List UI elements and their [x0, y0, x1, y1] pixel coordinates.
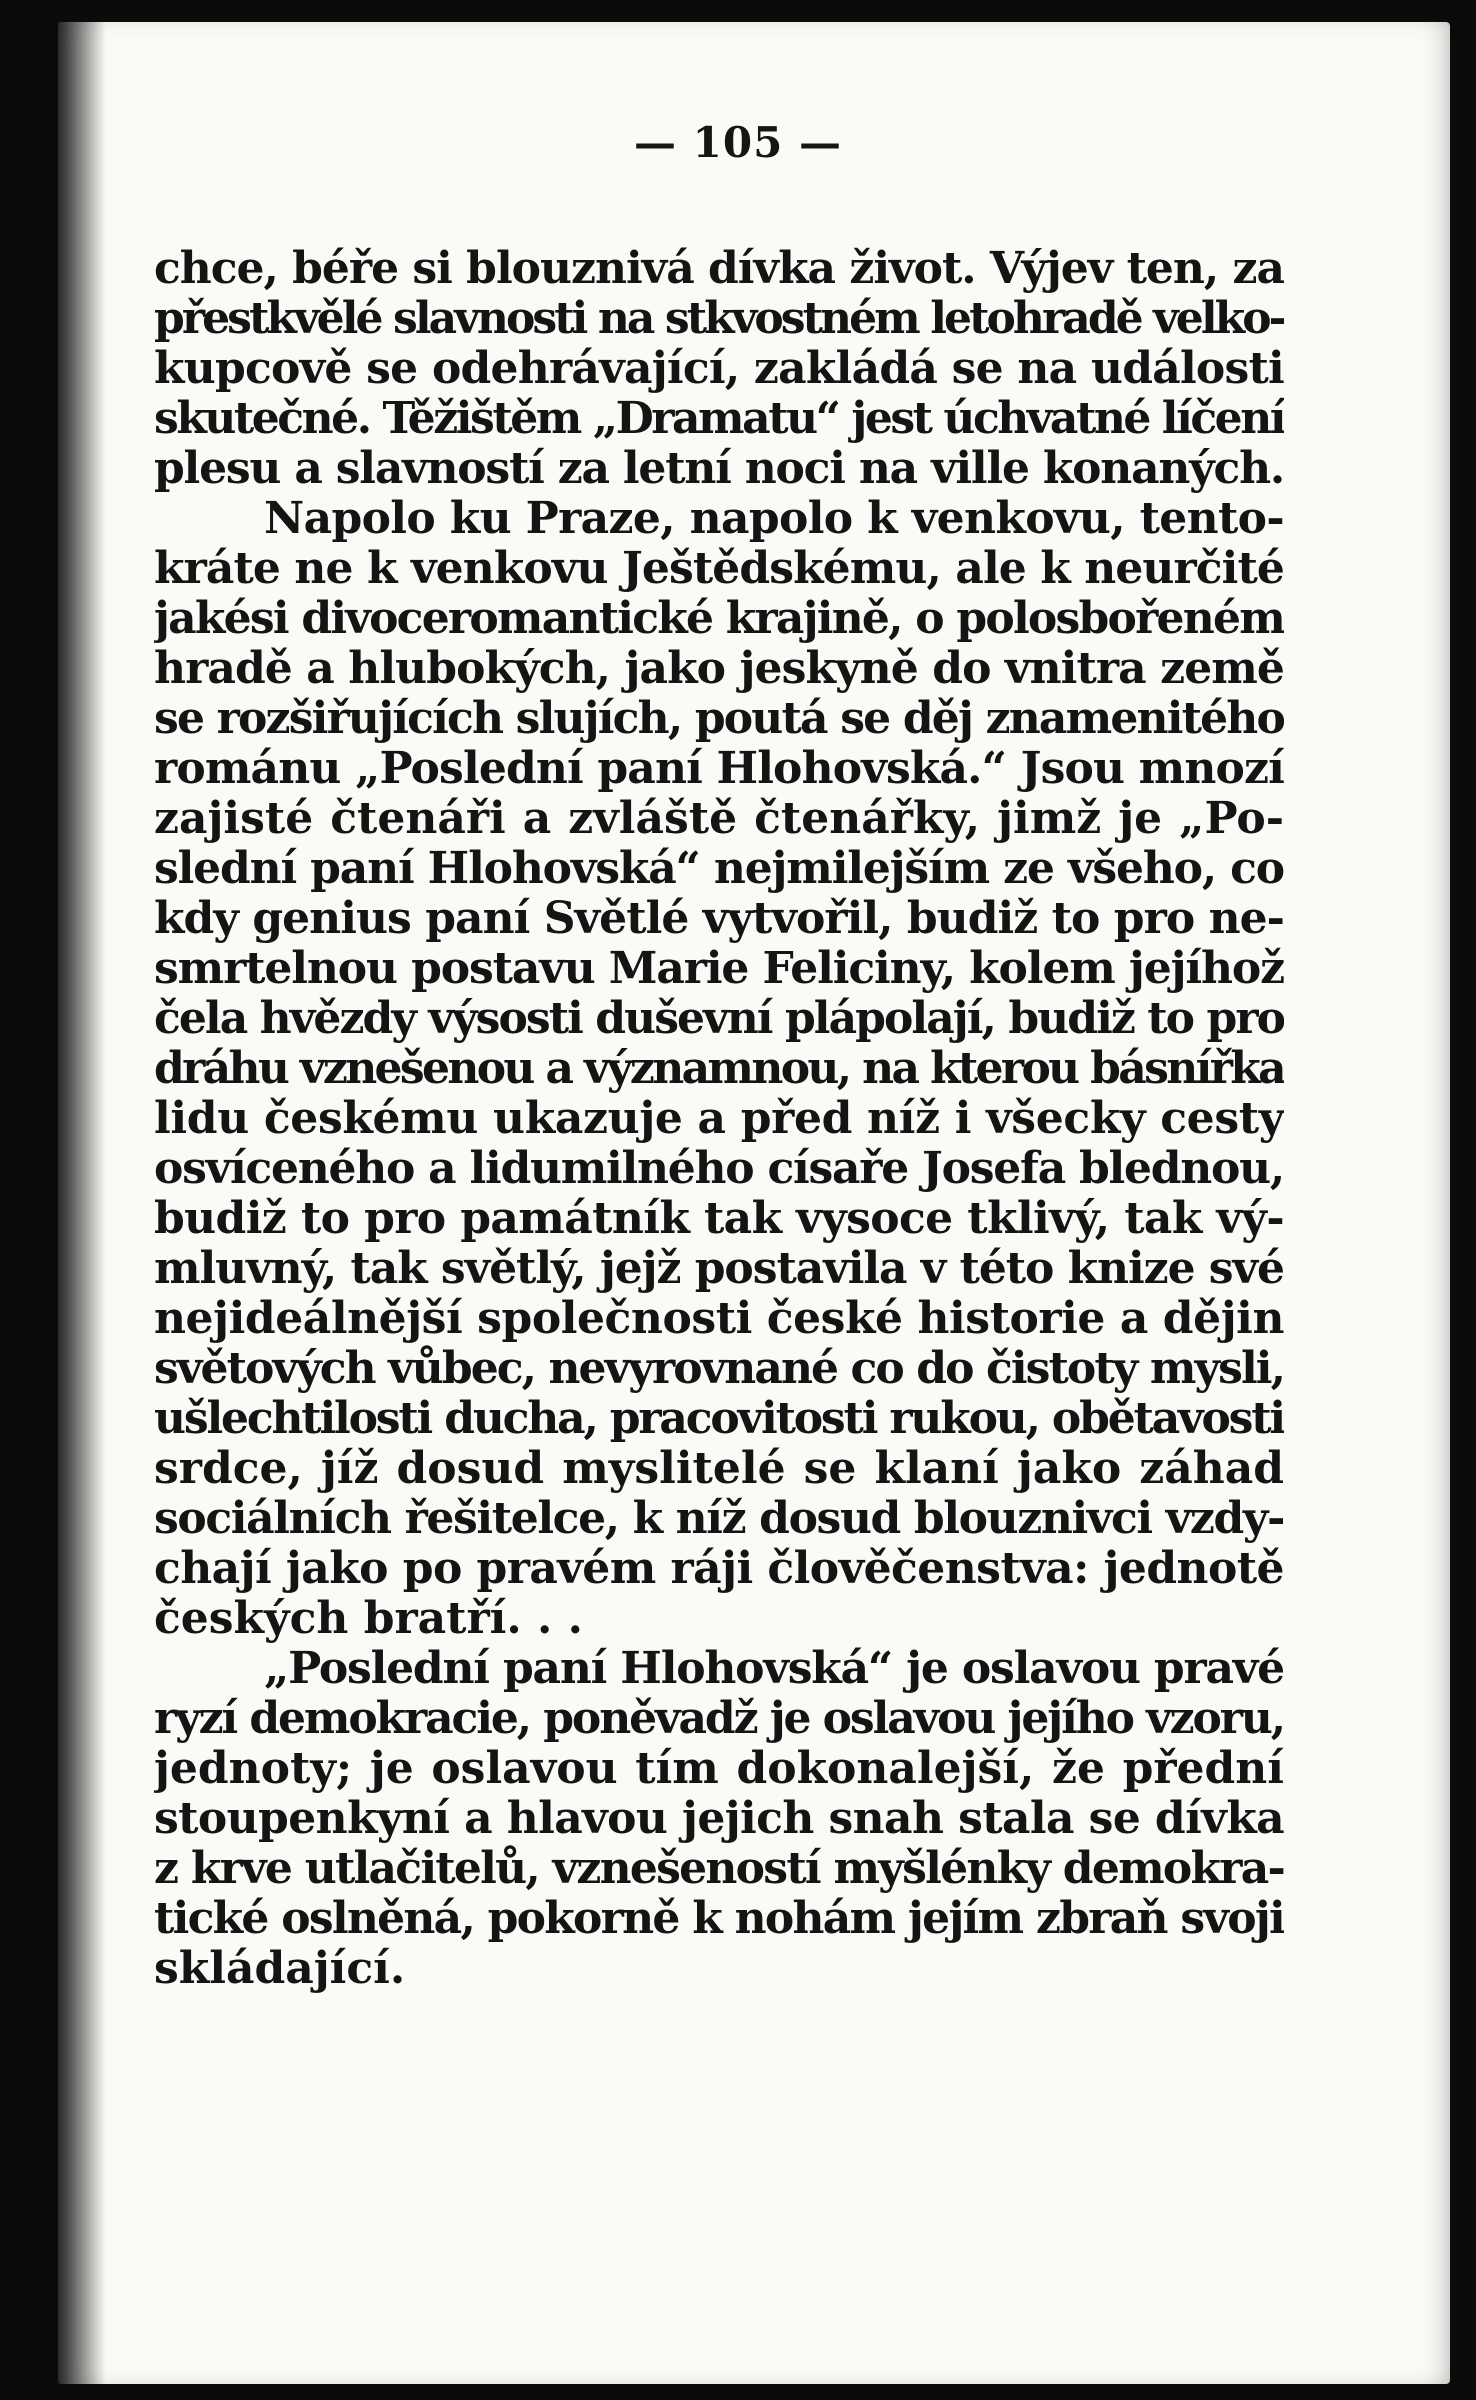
text-line: stoupenkyní a hlavou jejich snah stala se dívka: [154, 1794, 1284, 1844]
paragraph-1: [154, 244, 1284, 494]
text-line: přestkvělé slavnosti na stkvostném letohradě velko-: [154, 294, 1284, 344]
text-line: tické oslněná, pokorně k nohám jejím zbraň svoji: [154, 1894, 1284, 1944]
text-line: kupcově se odehrávající, zakládá se na události: [154, 344, 1284, 394]
text-line: osvíceného a lidumilného císaře Josefa blednou,: [154, 1144, 1284, 1194]
text-line: ušlechtilosti ducha, pracovitosti rukou, obětavosti: [154, 1394, 1284, 1444]
text-line: nejideálnější společnosti české historie a dějin: [154, 1294, 1284, 1344]
text-line: skutečné. Těžištěm „Dramatu“ jest úchvatné líčení: [154, 394, 1284, 444]
text-line: se rozšiřujících slujích, poutá se děj znamenitého: [154, 694, 1284, 744]
text-line: budiž to pro památník tak vysoce tklivý, tak vý-: [154, 1194, 1284, 1244]
text-line: skládající.: [154, 1944, 406, 1994]
text-line: kráte ne k venkovu Ještědskému, ale k neurčité: [154, 544, 1284, 594]
text-line: lidu českému ukazuje a před níž i všecky cesty: [154, 1094, 1284, 1144]
body-text: [154, 244, 1284, 1994]
text-line: sociálních řešitelce, k níž dosud blouznivci vzdy-: [154, 1494, 1284, 1544]
paragraph-2: [154, 494, 1284, 1644]
text-line: románu „Poslední paní Hlohovská.“ Jsou mnozí: [154, 744, 1284, 794]
text-line: smrtelnou postavu Marie Feliciny, kolem jejíhož: [154, 944, 1284, 994]
text-line: ryzí demokracie, poněvadž je oslavou jejího vzoru,: [154, 1694, 1284, 1744]
text-line: z krve utlačitelů, vznešeností myšlénky demokra-: [154, 1844, 1284, 1894]
page-number: — 105 —: [634, 118, 842, 167]
text-line: mluvný, tak světlý, jejž postavila v této knize své: [154, 1244, 1284, 1294]
text-line: kdy genius paní Světlé vytvořil, budiž to pro ne-: [154, 894, 1284, 944]
text-line: Napolo ku Praze, napolo k venkovu, tento-: [264, 494, 1284, 544]
paragraph-3: [154, 1644, 1284, 1994]
text-line: chají jako po pravém ráji člověčenstva: jednotě: [154, 1544, 1284, 1594]
text-line: zajisté čtenáři a zvláště čtenářky, jimž je „Po-: [154, 794, 1284, 844]
page-edge-shadow: [58, 22, 106, 2384]
text-line: chce, béře si blouznivá dívka život. Výjev ten, za: [154, 244, 1284, 294]
text-line: světových vůbec, nevyrovnané co do čistoty mysli,: [154, 1344, 1284, 1394]
text-line: čela hvězdy výsosti duševní plápolají, budiž to pro: [154, 994, 1284, 1044]
text-line: českých bratří. . .: [154, 1594, 583, 1644]
text-line: dráhu vznešenou a významnou, na kterou básnířka: [154, 1044, 1284, 1094]
text-line: jakési divoceromantické krajině, o polosbořeném: [154, 594, 1284, 644]
text-line: srdce, jíž dosud myslitelé se klaní jako záhad: [154, 1444, 1284, 1494]
text-line: plesu a slavností za letní noci na ville konaných.: [154, 444, 1284, 494]
text-line: jednoty; je oslavou tím dokonalejší, že přední: [154, 1744, 1284, 1794]
text-line: slední paní Hlohovská“ nejmilejším ze všeho, co: [154, 844, 1284, 894]
text-line: „Poslední paní Hlohovská“ je oslavou pravé: [264, 1644, 1284, 1694]
text-line: hradě a hlubokých, jako jeskyně do vnitra země: [154, 644, 1284, 694]
